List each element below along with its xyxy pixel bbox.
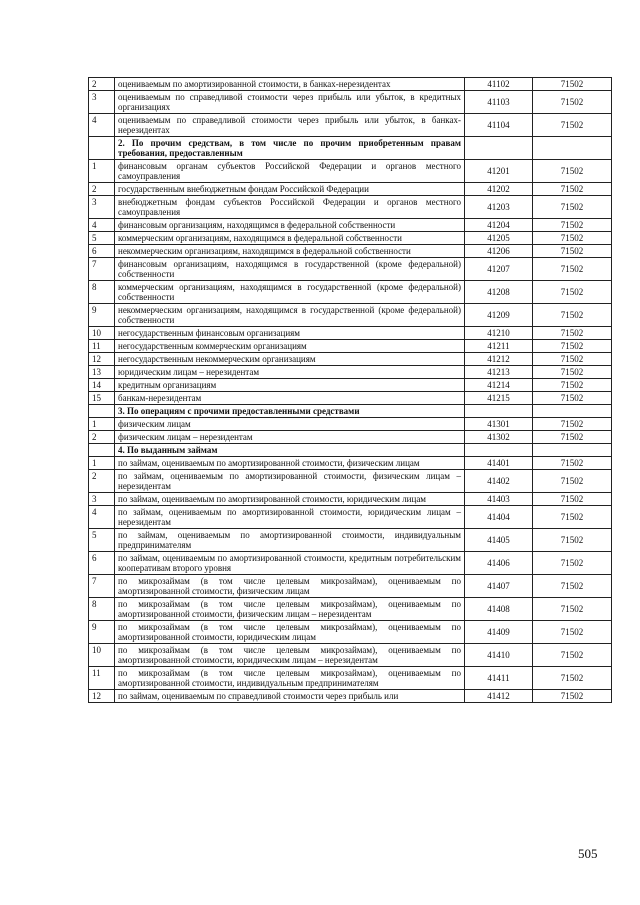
symbol-code-cell: 71502 (533, 392, 612, 405)
symbol-code-cell (533, 405, 612, 418)
row-description-cell: 4. По выданным займам (115, 444, 465, 457)
symbol-code-cell (533, 444, 612, 457)
row-number-cell: 6 (89, 245, 115, 258)
table-row (89, 327, 612, 340)
page-number: 505 (578, 846, 598, 861)
table-row (89, 690, 612, 703)
row-description-cell: финансовым организациям, находящимся в государственной (кроме федеральной) собственности (115, 258, 465, 281)
table-row (89, 91, 612, 114)
table-row (89, 379, 612, 392)
symbol-code-cell: 71502 (533, 644, 612, 667)
row-description-cell: физическим лицам (115, 418, 465, 431)
symbol-code-cell: 71502 (533, 418, 612, 431)
row-description-cell: оцениваемым по справедливой стоимости через прибыль или убыток, в кредитных организациях (115, 91, 465, 114)
symbol-code-cell: 71502 (533, 621, 612, 644)
row-number-cell: 1 (89, 160, 115, 183)
row-description-cell: по займам, оцениваемым по амортизированной стоимости, физическим лицам (115, 457, 465, 470)
account-code-cell: 41104 (465, 114, 533, 137)
row-description-cell: коммерческим организациям, находящимся в государственной (кроме федеральной) собственности (115, 281, 465, 304)
table-row (89, 78, 612, 91)
account-code-cell: 41407 (465, 575, 533, 598)
symbol-code-cell: 71502 (533, 327, 612, 340)
row-number-cell: 9 (89, 304, 115, 327)
account-code-cell: 41302 (465, 431, 533, 444)
symbol-code-cell: 71502 (533, 114, 612, 137)
symbol-code-cell: 71502 (533, 667, 612, 690)
account-code-cell: 41210 (465, 327, 533, 340)
row-description-cell: по займам, оцениваемым по амортизированной стоимости, физическим лицам – нерезидентам (115, 470, 465, 493)
table-row (89, 506, 612, 529)
account-code-cell: 41214 (465, 379, 533, 392)
table-row (89, 258, 612, 281)
account-code-cell: 41401 (465, 457, 533, 470)
row-description-cell: по займам, оцениваемым по амортизированной стоимости, индивидуальным предпринимателям (115, 529, 465, 552)
row-description-cell: юридическим лицам – нерезидентам (115, 366, 465, 379)
symbol-code-cell: 71502 (533, 379, 612, 392)
table-row (89, 667, 612, 690)
account-code-cell: 41208 (465, 281, 533, 304)
accounts-table (88, 77, 612, 703)
row-description-cell: банкам-нерезидентам (115, 392, 465, 405)
account-code-cell: 41410 (465, 644, 533, 667)
account-code-cell: 41412 (465, 690, 533, 703)
row-description-cell: по микрозаймам (в том числе целевым микрозаймам), оцениваемым по амортизированной стоимости, юридическим лицам – нерезидентам (115, 644, 465, 667)
account-code-cell: 41408 (465, 598, 533, 621)
row-number-cell: 3 (89, 91, 115, 114)
account-code-cell: 41404 (465, 506, 533, 529)
symbol-code-cell: 71502 (533, 78, 612, 91)
account-code-cell: 41409 (465, 621, 533, 644)
table-row (89, 160, 612, 183)
section-header-row (89, 405, 612, 418)
row-number-cell: 3 (89, 196, 115, 219)
row-description-cell: по микрозаймам (в том числе целевым микрозаймам), оцениваемым по амортизированной стоимости, индивидуальным предпринимателям (115, 667, 465, 690)
table-row (89, 470, 612, 493)
row-number-cell: 9 (89, 621, 115, 644)
row-description-cell: финансовым органам субъектов Российской Федерации и органов местного самоуправления (115, 160, 465, 183)
row-number-cell: 1 (89, 457, 115, 470)
row-number-cell: 8 (89, 281, 115, 304)
table-row (89, 232, 612, 245)
account-code-cell: 41204 (465, 219, 533, 232)
row-number-cell: 12 (89, 353, 115, 366)
row-description-cell: по микрозаймам (в том числе целевым микрозаймам), оцениваемым по амортизированной стоимости, физическим лицам – нерезидентам (115, 598, 465, 621)
account-code-cell: 41402 (465, 470, 533, 493)
row-description-cell: физическим лицам – нерезидентам (115, 431, 465, 444)
table-row (89, 196, 612, 219)
section-header-row (89, 137, 612, 160)
table-row (89, 219, 612, 232)
symbol-code-cell: 71502 (533, 575, 612, 598)
row-number-cell: 4 (89, 219, 115, 232)
table-row (89, 598, 612, 621)
account-code-cell: 41301 (465, 418, 533, 431)
row-number-cell: 4 (89, 506, 115, 529)
row-description-cell: негосударственным коммерческим организациям (115, 340, 465, 353)
account-code-cell: 41405 (465, 529, 533, 552)
symbol-code-cell: 71502 (533, 598, 612, 621)
account-code-cell: 41103 (465, 91, 533, 114)
row-number-cell: 12 (89, 690, 115, 703)
account-code-cell: 41207 (465, 258, 533, 281)
row-description-cell: 2. По прочим средствам, в том числе по прочим приобретенным правам требования, предоставленным (115, 137, 465, 160)
symbol-code-cell: 71502 (533, 457, 612, 470)
row-description-cell: оцениваемым по амортизированной стоимости, в банках-нерезидентах (115, 78, 465, 91)
row-number-cell: 2 (89, 183, 115, 196)
table-row (89, 281, 612, 304)
row-number-cell: 1 (89, 418, 115, 431)
symbol-code-cell: 71502 (533, 183, 612, 196)
account-code-cell: 41411 (465, 667, 533, 690)
table-row (89, 575, 612, 598)
row-number-cell: 8 (89, 598, 115, 621)
table-row (89, 114, 612, 137)
symbol-code-cell: 71502 (533, 245, 612, 258)
row-description-cell: по займам, оцениваемым по справедливой стоимости через прибыль или (115, 690, 465, 703)
symbol-code-cell: 71502 (533, 470, 612, 493)
table-row (89, 392, 612, 405)
table-row (89, 431, 612, 444)
symbol-code-cell: 71502 (533, 91, 612, 114)
account-code-cell: 41206 (465, 245, 533, 258)
account-code-cell: 41215 (465, 392, 533, 405)
account-code-cell: 41201 (465, 160, 533, 183)
symbol-code-cell (533, 137, 612, 160)
symbol-code-cell: 71502 (533, 258, 612, 281)
row-number-cell: 10 (89, 644, 115, 667)
row-description-cell: некоммерческим организациям, находящимся в государственной (кроме федеральной) собственности (115, 304, 465, 327)
row-description-cell: негосударственным финансовым организациям (115, 327, 465, 340)
symbol-code-cell: 71502 (533, 281, 612, 304)
table-row (89, 418, 612, 431)
account-code-cell: 41203 (465, 196, 533, 219)
symbol-code-cell: 71502 (533, 529, 612, 552)
table-row (89, 552, 612, 575)
account-code-cell: 41403 (465, 493, 533, 506)
row-number-cell: 3 (89, 493, 115, 506)
account-code-cell: 41102 (465, 78, 533, 91)
account-code-cell: 41211 (465, 340, 533, 353)
row-description-cell: по займам, оцениваемым по амортизированной стоимости, юридическим лицам (115, 493, 465, 506)
symbol-code-cell: 71502 (533, 366, 612, 379)
account-code-cell: 41213 (465, 366, 533, 379)
row-description-cell: по микрозаймам (в том числе целевым микрозаймам), оцениваемым по амортизированной стоимости, юридическим лицам (115, 621, 465, 644)
row-number-cell: 2 (89, 470, 115, 493)
row-number-cell: 13 (89, 366, 115, 379)
symbol-code-cell: 71502 (533, 552, 612, 575)
account-code-cell: 41209 (465, 304, 533, 327)
row-number-cell (89, 444, 115, 457)
table-row (89, 621, 612, 644)
row-description-cell: кредитным организациям (115, 379, 465, 392)
row-description-cell: оцениваемым по справедливой стоимости через прибыль или убыток, в банках-нерезидентах (115, 114, 465, 137)
row-number-cell (89, 137, 115, 160)
row-number-cell: 2 (89, 78, 115, 91)
table-row (89, 340, 612, 353)
row-description-cell: по займам, оцениваемым по амортизированной стоимости, кредитным потребительским кооперативам второго уровня (115, 552, 465, 575)
section-header-row (89, 444, 612, 457)
symbol-code-cell: 71502 (533, 493, 612, 506)
symbol-code-cell: 71502 (533, 353, 612, 366)
row-number-cell: 11 (89, 340, 115, 353)
account-code-cell: 41406 (465, 552, 533, 575)
table-row (89, 366, 612, 379)
table-row (89, 457, 612, 470)
row-number-cell: 7 (89, 575, 115, 598)
account-code-cell: 41205 (465, 232, 533, 245)
symbol-code-cell: 71502 (533, 690, 612, 703)
row-description-cell: по займам, оцениваемым по амортизированной стоимости, юридическим лицам – нерезидентам (115, 506, 465, 529)
symbol-code-cell: 71502 (533, 196, 612, 219)
row-number-cell: 6 (89, 552, 115, 575)
row-description-cell: негосударственным некоммерческим организациям (115, 353, 465, 366)
accounts-table-body (89, 78, 612, 703)
row-number-cell: 14 (89, 379, 115, 392)
account-code-cell (465, 405, 533, 418)
symbol-code-cell: 71502 (533, 340, 612, 353)
row-number-cell: 2 (89, 431, 115, 444)
account-code-cell (465, 137, 533, 160)
table-row (89, 493, 612, 506)
symbol-code-cell: 71502 (533, 304, 612, 327)
row-number-cell: 5 (89, 232, 115, 245)
row-description-cell: финансовым организациям, находящимся в федеральной собственности (115, 219, 465, 232)
table-row (89, 245, 612, 258)
table-row (89, 304, 612, 327)
symbol-code-cell: 71502 (533, 431, 612, 444)
row-number-cell: 15 (89, 392, 115, 405)
row-description-cell: 3. По операциям с прочими предоставленными средствами (115, 405, 465, 418)
row-description-cell: по микрозаймам (в том числе целевым микрозаймам), оцениваемым по амортизированной стоимости, физическим лицам (115, 575, 465, 598)
symbol-code-cell: 71502 (533, 506, 612, 529)
row-number-cell: 4 (89, 114, 115, 137)
table-row (89, 529, 612, 552)
symbol-code-cell: 71502 (533, 219, 612, 232)
account-code-cell: 41202 (465, 183, 533, 196)
symbol-code-cell: 71502 (533, 232, 612, 245)
account-code-cell (465, 444, 533, 457)
row-number-cell: 7 (89, 258, 115, 281)
row-number-cell: 5 (89, 529, 115, 552)
row-description-cell: коммерческим организациям, находящимся в федеральной собственности (115, 232, 465, 245)
row-description-cell: некоммерческим организациям, находящимся в федеральной собственности (115, 245, 465, 258)
row-number-cell: 11 (89, 667, 115, 690)
row-number-cell (89, 405, 115, 418)
row-number-cell: 10 (89, 327, 115, 340)
symbol-code-cell: 71502 (533, 160, 612, 183)
row-description-cell: внебюджетным фондам субъектов Российской Федерации и органов местного самоуправления (115, 196, 465, 219)
table-row (89, 644, 612, 667)
account-code-cell: 41212 (465, 353, 533, 366)
table-row (89, 353, 612, 366)
row-description-cell: государственным внебюджетным фондам Российской Федерации (115, 183, 465, 196)
table-row (89, 183, 612, 196)
